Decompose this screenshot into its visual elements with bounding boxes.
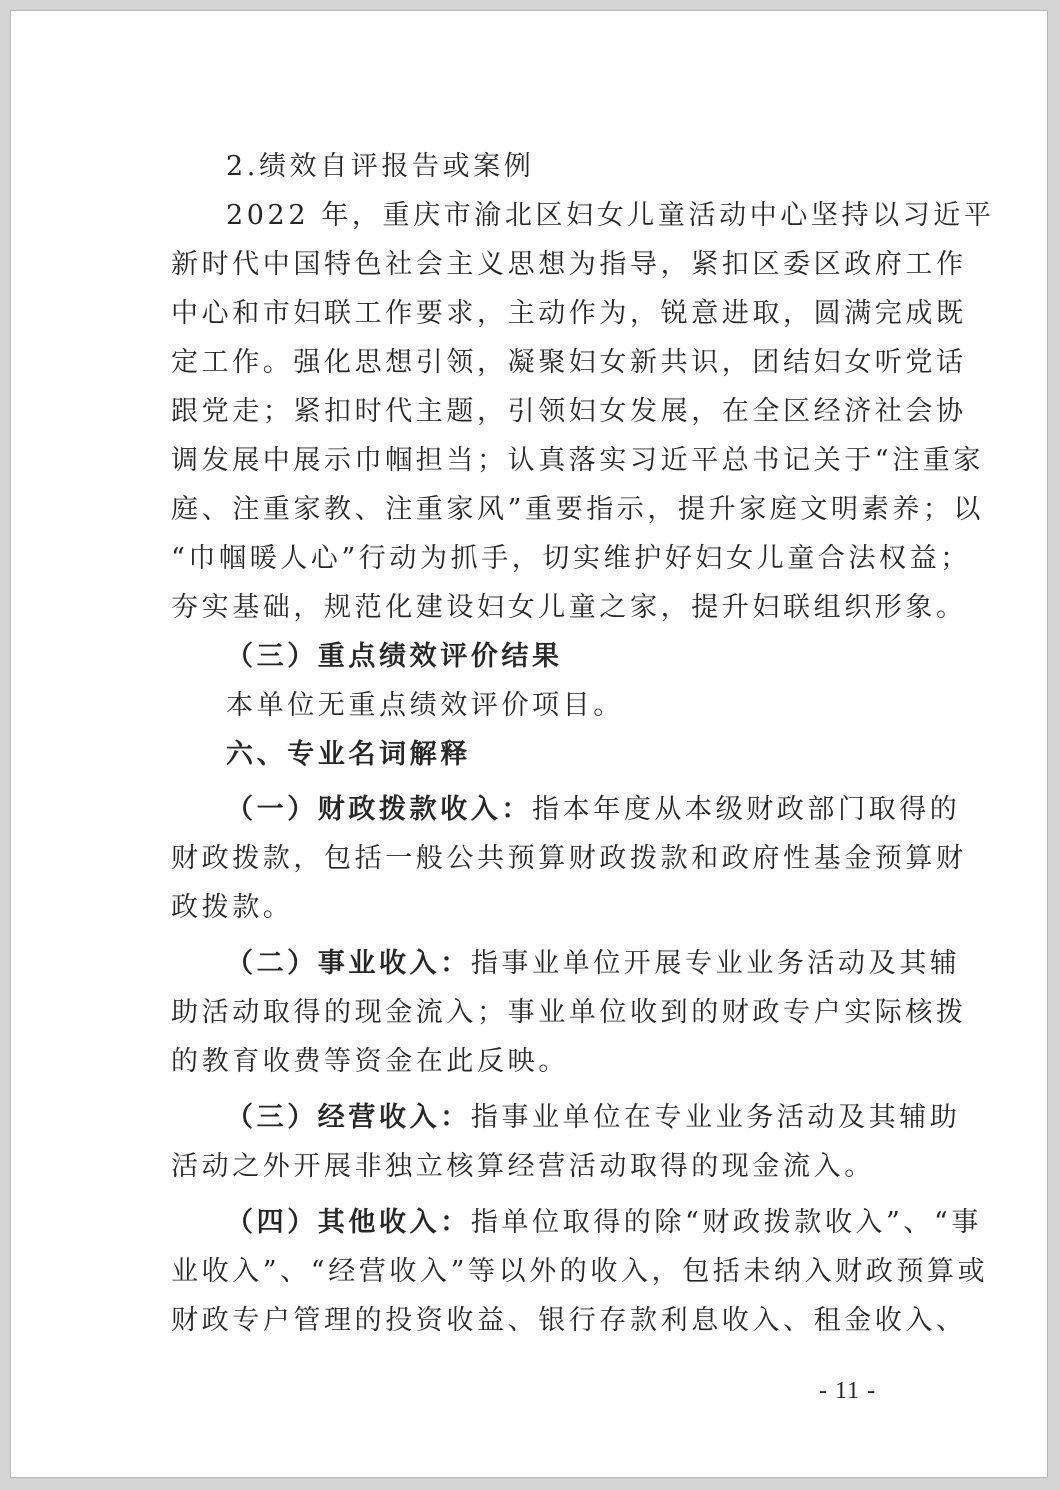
term-definition: 指本年度从本级财政部门取得的 xyxy=(532,794,961,825)
subsection-heading: 2.绩效自评报告或案例 xyxy=(226,151,535,182)
paragraph-line: 财政拨款，包括一般公共预算财政拨款和政府性基金预算财 xyxy=(171,843,967,874)
document-page xyxy=(10,10,1048,1478)
paragraph-line: 中心和市妇联工作要求，主动作为，锐意进取，圆满完成既 xyxy=(171,298,967,329)
paragraph-line: 本单位无重点绩效评价项目。 xyxy=(226,690,624,721)
definition-line xyxy=(226,1101,960,1135)
paragraph-line: 助活动取得的现金流入；事业单位收到的财政专户实际核拨 xyxy=(171,997,967,1028)
term-label: （三）经营收入： xyxy=(226,1102,471,1133)
chapter-heading: 六、专业名词解释 xyxy=(226,739,471,770)
term-label: （一）财政拨款收入： xyxy=(226,794,532,825)
paragraph-line: 跟党走；紧扣时代主题，引领妇女发展，在全区经济社会协 xyxy=(171,396,967,427)
page-number: - 11 - xyxy=(819,1378,877,1404)
paragraph-line: 新时代中国特色社会主义思想为指导，紧扣区委区政府工作 xyxy=(171,249,967,280)
term-label: （四）其他收入： xyxy=(226,1207,471,1238)
paragraph-line: 庭、注重家教、注重家风”重要指示，提升家庭文明素养；以 xyxy=(171,494,985,525)
term-definition: 指事业单位在专业业务活动及其辅助 xyxy=(470,1102,961,1133)
term-definition: 指事业单位开展专业业务活动及其辅 xyxy=(470,948,961,979)
paragraph-line: 活动之外开展非独立核算经营活动取得的现金流入。 xyxy=(171,1151,875,1182)
paragraph-line: 2022 年，重庆市渝北区妇女儿童活动中心坚持以习近平 xyxy=(226,200,995,231)
definition-line xyxy=(226,947,960,981)
section-heading: （三）重点绩效评价结果 xyxy=(226,641,563,672)
paragraph-line: 定工作。强化思想引领，凝聚妇女新共识，团结妇女听党话 xyxy=(171,347,967,378)
term-definition: 指单位取得的除“财政拨款收入”、“事 xyxy=(470,1207,983,1238)
paragraph-line: 政拨款。 xyxy=(171,892,294,923)
paragraph-line: 业收入”、“经营收入”等以外的收入，包括未纳入财政预算或 xyxy=(171,1256,989,1287)
paragraph-line: 的教育收费等资金在此反映。 xyxy=(171,1046,569,1077)
definition-line xyxy=(226,1206,982,1240)
definition-line xyxy=(226,793,960,827)
paragraph-line: 调发展中展示巾帼担当；认真落实习近平总书记关于“注重家 xyxy=(171,445,985,476)
paragraph-line: 夯实基础，规范化建设妇女儿童之家，提升妇联组织形象。 xyxy=(171,592,967,623)
paragraph-line: “巾帼暖人心”行动为抓手，切实维护好妇女儿童合法权益； xyxy=(171,543,971,574)
paragraph-line: 财政专户管理的投资收益、银行存款利息收入、租金收入、 xyxy=(171,1305,967,1336)
term-label: （二）事业收入： xyxy=(226,948,471,979)
